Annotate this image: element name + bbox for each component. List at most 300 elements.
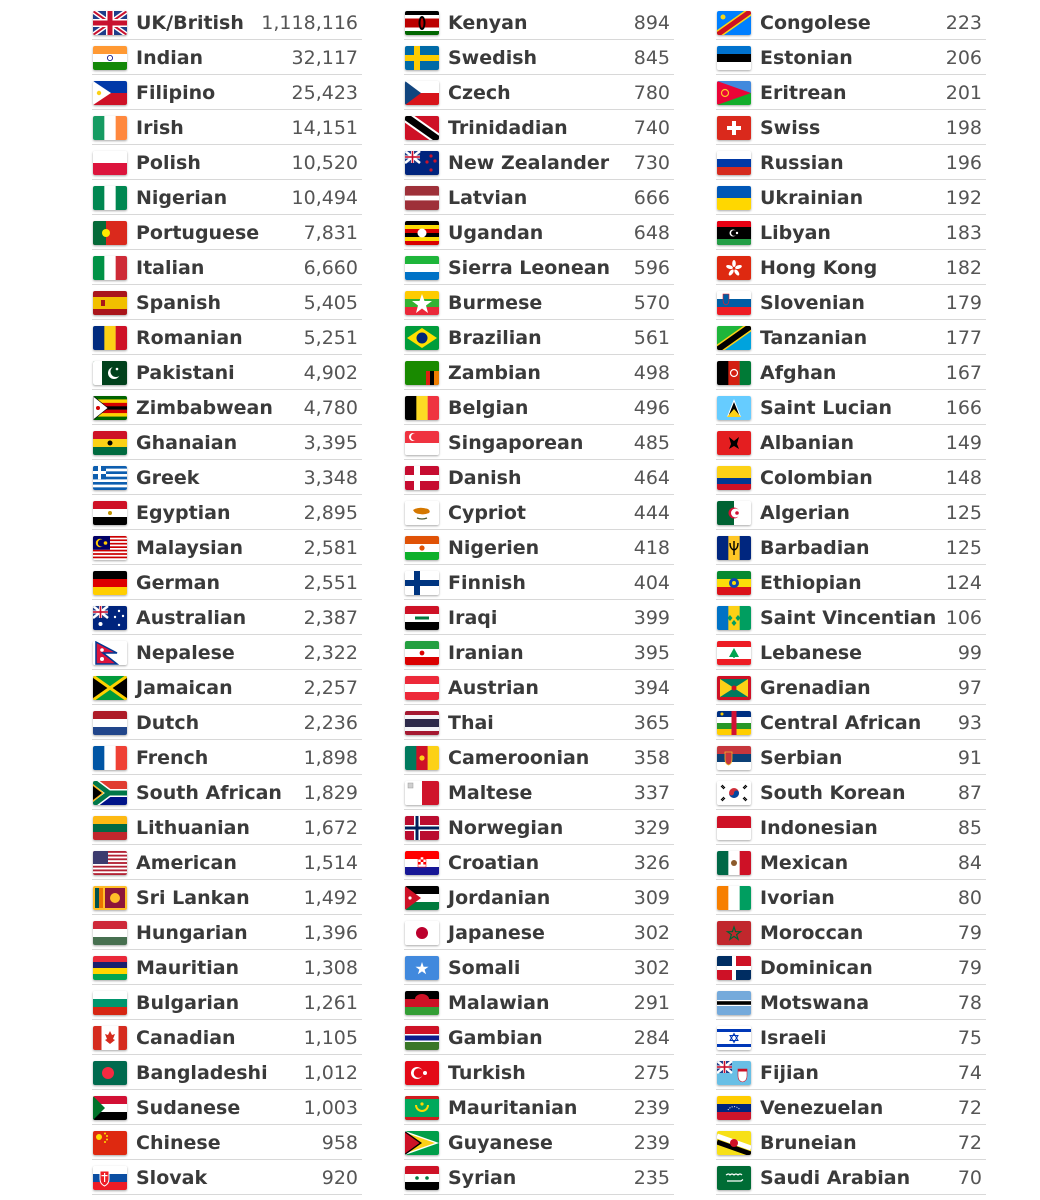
nationality-count: 596 [633,257,670,279]
nationality-count: 4,902 [303,362,358,384]
sri-lanka-flag-icon [93,886,127,910]
nationality-name: Slovak [136,1167,208,1189]
saint-vincent-flag-icon [717,606,751,630]
nationality-count: 894 [633,12,670,34]
nationality-name: Kenyan [448,12,528,34]
spain-flag-icon [93,291,127,315]
gambia-flag-icon [405,1026,439,1050]
nationality-name: Australian [136,607,247,629]
nationality-name: Libyan [760,222,831,244]
nationality-count: 125 [945,537,982,559]
niger-flag-icon [405,536,439,560]
list-item [404,285,674,320]
nationality-count: 93 [957,712,982,734]
list-item [404,810,674,845]
nationality-count: 74 [957,1062,982,1084]
nationality-count: 239 [633,1097,670,1119]
israel-flag-icon [717,1026,751,1050]
nationality-count: 1,672 [303,817,358,839]
nationality-count: 183 [945,222,982,244]
nationality-count: 99 [957,642,982,664]
nationality-name: Egyptian [136,502,231,524]
lithuania-flag-icon [93,816,127,840]
list-item [92,845,362,880]
list-item [92,75,362,110]
nationality-name: Ethiopian [760,572,862,594]
nationality-count: 444 [633,502,670,524]
nationality-column-1 [92,5,362,1195]
list-item [716,110,986,145]
list-item [716,40,986,75]
hungary-flag-icon [93,921,127,945]
bulgaria-flag-icon [93,991,127,1015]
nationality-count: 79 [957,922,982,944]
list-item [92,215,362,250]
usa-flag-icon [93,851,127,875]
nationality-count: 666 [633,187,670,209]
nationality-name: Croatian [448,852,540,874]
nationality-count: 206 [945,47,982,69]
iran-flag-icon [405,641,439,665]
barbados-flag-icon [717,536,751,560]
new-zealand-flag-icon [405,151,439,175]
list-item [404,1160,674,1195]
nationality-count: 394 [633,677,670,699]
colombia-flag-icon [717,466,751,490]
list-item [716,950,986,985]
slovakia-flag-icon [93,1166,127,1190]
nationality-name: Colombian [760,467,873,489]
south-korea-flag-icon [717,781,751,805]
china-flag-icon [93,1131,127,1155]
switzerland-flag-icon [717,116,751,140]
dominican-republic-flag-icon [717,956,751,980]
czechia-flag-icon [405,81,439,105]
nationality-name: Lithuanian [136,817,250,839]
nationality-count: 148 [945,467,982,489]
nationality-count: 1,396 [303,922,358,944]
bangladesh-flag-icon [93,1061,127,1085]
list-item [716,740,986,775]
list-item [92,250,362,285]
nationality-count: 79 [957,957,982,979]
list-item [716,810,986,845]
list-item [716,985,986,1020]
guyana-flag-icon [405,1131,439,1155]
algeria-flag-icon [717,501,751,525]
nationality-name: Singaporean [448,432,584,454]
nationality-name: Greek [136,467,200,489]
list-item [92,670,362,705]
nationality-name: Venezuelan [760,1097,884,1119]
nationality-name: Ghanaian [136,432,238,454]
botswana-flag-icon [717,991,751,1015]
nationality-name: Sri Lankan [136,887,250,909]
nationality-name: Norwegian [448,817,564,839]
list-item [716,880,986,915]
sudan-flag-icon [93,1096,127,1120]
zambia-flag-icon [405,361,439,385]
nationality-count: 358 [633,747,670,769]
nationality-count: 275 [633,1062,670,1084]
nationality-count: 106 [945,607,982,629]
nationality-count: 284 [633,1027,670,1049]
nationality-name: Russian [760,152,844,174]
nationality-name: Iranian [448,642,524,664]
nationality-name: South African [136,782,282,804]
nationality-name: Estonian [760,47,853,69]
list-item [404,565,674,600]
nationality-count: 561 [633,327,670,349]
list-item [92,1160,362,1195]
ethiopia-flag-icon [717,571,751,595]
list-item [404,75,674,110]
nationality-count: 223 [945,12,982,34]
nationality-name: Bulgarian [136,992,240,1014]
nationality-name: Indonesian [760,817,878,839]
nationality-name: Spanish [136,292,221,314]
nationality-count: 91 [957,747,982,769]
nationality-count: 7,831 [303,222,358,244]
list-item [404,5,674,40]
nationality-name: Saudi Arabian [760,1167,911,1189]
nationality-count: 87 [957,782,982,804]
tanzania-flag-icon [717,326,751,350]
list-item [92,355,362,390]
nationality-name: Swiss [760,117,821,139]
nationality-name: Finnish [448,572,526,594]
thailand-flag-icon [405,711,439,735]
list-item [92,1090,362,1125]
nationality-name: Trinidadian [448,117,568,139]
zimbabwe-flag-icon [93,396,127,420]
mauritania-flag-icon [405,1096,439,1120]
trinidad-flag-icon [405,116,439,140]
nationality-count: 125 [945,502,982,524]
list-item [92,600,362,635]
denmark-flag-icon [405,466,439,490]
mauritius-flag-icon [93,956,127,980]
morocco-flag-icon [717,921,751,945]
list-item [716,495,986,530]
somalia-flag-icon [405,956,439,980]
nationality-name: Slovenian [760,292,865,314]
canada-flag-icon [93,1026,127,1050]
nationality-name: Sierra Leonean [448,257,611,279]
list-item [92,880,362,915]
mexico-flag-icon [717,851,751,875]
nationality-name: Cypriot [448,502,526,524]
nationality-name: Austrian [448,677,539,699]
nationality-count: 958 [321,1132,358,1154]
list-item [92,460,362,495]
list-item [404,635,674,670]
nationality-column-2 [404,5,674,1195]
nationality-name: UK/British [136,12,244,34]
croatia-flag-icon [405,851,439,875]
italy-flag-icon [93,256,127,280]
list-item [404,915,674,950]
list-item [404,390,674,425]
list-item [92,145,362,180]
list-item [92,285,362,320]
nationality-count: 648 [633,222,670,244]
list-item [716,1090,986,1125]
nationality-count: 2,581 [303,537,358,559]
uk-flag-icon [93,11,127,35]
philippines-flag-icon [93,81,127,105]
nationality-count: 124 [945,572,982,594]
list-item [716,425,986,460]
nationality-name: Barbadian [760,537,870,559]
list-item [92,110,362,145]
germany-flag-icon [93,571,127,595]
list-item [92,390,362,425]
nationality-name: Portuguese [136,222,260,244]
list-item [716,530,986,565]
nationality-count: 72 [957,1132,982,1154]
nationality-count: 1,012 [303,1062,358,1084]
venezuela-flag-icon [717,1096,751,1120]
malawi-flag-icon [405,991,439,1015]
nationality-count: 845 [633,47,670,69]
list-item [92,5,362,40]
nationality-name: Fijian [760,1062,819,1084]
nationality-count: 32,117 [291,47,358,69]
nationality-name: South Korean [760,782,906,804]
list-item [404,1125,674,1160]
list-item [716,600,986,635]
cameroon-flag-icon [405,746,439,770]
list-item [404,530,674,565]
libya-flag-icon [717,221,751,245]
list-item [716,180,986,215]
nationality-name: Motswana [760,992,870,1014]
singapore-flag-icon [405,431,439,455]
list-item [404,775,674,810]
nationality-name: Cameroonian [448,747,590,769]
list-item [716,460,986,495]
nationality-name: Central African [760,712,922,734]
nationality-name: Mauritian [136,957,240,979]
brunei-flag-icon [717,1131,751,1155]
nationality-name: Italian [136,257,205,279]
list-item [404,40,674,75]
nationality-count: 2,895 [303,502,358,524]
nationality-name: Zimbabwean [136,397,273,419]
nationality-name: Jordanian [448,887,551,909]
list-item [404,600,674,635]
nationality-name: Brazilian [448,327,542,349]
russia-flag-icon [717,151,751,175]
nationality-count: 149 [945,432,982,454]
nationality-count: 1,118,116 [261,12,358,34]
nationality-name: Czech [448,82,511,104]
romania-flag-icon [93,326,127,350]
nationality-count: 920 [321,1167,358,1189]
nationality-count: 10,520 [291,152,358,174]
list-item [92,495,362,530]
nationality-count: 464 [633,467,670,489]
nationality-name: Afghan [760,362,837,384]
finland-flag-icon [405,571,439,595]
austria-flag-icon [405,676,439,700]
list-item [92,530,362,565]
kenya-flag-icon [405,11,439,35]
estonia-flag-icon [717,46,751,70]
nationality-count: 25,423 [291,82,358,104]
australia-flag-icon [93,606,127,630]
nationality-count: 4,780 [303,397,358,419]
list-item [404,845,674,880]
nationality-count: 309 [633,887,670,909]
nationality-name: Belgian [448,397,529,419]
nationality-name: Iraqi [448,607,498,629]
fiji-flag-icon [717,1061,751,1085]
nationality-count: 2,387 [303,607,358,629]
nationality-count: 1,829 [303,782,358,804]
list-item [404,1020,674,1055]
greece-flag-icon [93,466,127,490]
nationality-name: Latvian [448,187,528,209]
nationality-name: Algerian [760,502,850,524]
nationality-count: 85 [957,817,982,839]
list-item [404,1055,674,1090]
list-item [404,355,674,390]
ghana-flag-icon [93,431,127,455]
nationality-count: 166 [945,397,982,419]
nationality-count: 1,308 [303,957,358,979]
nationality-count: 80 [957,887,982,909]
indonesia-flag-icon [717,816,751,840]
nationality-count: 302 [633,922,670,944]
nationality-column-3 [716,5,986,1195]
list-item [404,215,674,250]
nationality-count: 329 [633,817,670,839]
nationality-name: Congolese [760,12,871,34]
list-item [716,635,986,670]
nationality-count: 97 [957,677,982,699]
nationality-count: 167 [945,362,982,384]
list-item [92,915,362,950]
nationality-count: 72 [957,1097,982,1119]
nationality-count: 5,405 [303,292,358,314]
nationality-name: Maltese [448,782,533,804]
list-item [404,180,674,215]
list-item [716,1125,986,1160]
portugal-flag-icon [93,221,127,245]
nationality-count: 404 [633,572,670,594]
nationality-count: 196 [945,152,982,174]
list-item [716,390,986,425]
nationality-name: Thai [448,712,494,734]
eritrea-flag-icon [717,81,751,105]
list-item [404,950,674,985]
nationality-name: Mexican [760,852,849,874]
list-item [92,635,362,670]
list-item [92,740,362,775]
nationality-name: Saint Vincentian [760,607,937,629]
nationality-count: 10,494 [291,187,358,209]
hong-kong-flag-icon [717,256,751,280]
nationality-name: Guyanese [448,1132,553,1154]
nationality-name: Irish [136,117,184,139]
nationality-count: 3,348 [303,467,358,489]
list-item [716,1055,986,1090]
nationality-count: 740 [633,117,670,139]
nationality-count: 235 [633,1167,670,1189]
nationality-name: Canadian [136,1027,236,1049]
nationality-name: Hong Kong [760,257,878,279]
nationality-name: Tanzanian [760,327,868,349]
nationality-count: 70 [957,1167,982,1189]
list-item [716,1160,986,1195]
nationality-name: Chinese [136,1132,221,1154]
nationality-count: 14,151 [291,117,358,139]
nationality-name: Malawian [448,992,550,1014]
myanmar-flag-icon [405,291,439,315]
list-item [716,320,986,355]
nationality-name: New Zealander [448,152,610,174]
nationality-name: Bangladeshi [136,1062,268,1084]
nationality-count: 337 [633,782,670,804]
netherlands-flag-icon [93,711,127,735]
list-item [92,425,362,460]
nationality-name: Japanese [448,922,545,944]
nationality-count: 2,551 [303,572,358,594]
nationality-count: 291 [633,992,670,1014]
jordan-flag-icon [405,886,439,910]
nationality-name: Ivorian [760,887,835,909]
nationality-count: 198 [945,117,982,139]
nationality-name: Serbian [760,747,843,769]
list-item [716,775,986,810]
nigeria-flag-icon [93,186,127,210]
egypt-flag-icon [93,501,127,525]
nationality-count: 179 [945,292,982,314]
nationality-name: Albanian [760,432,855,454]
nationality-count: 78 [957,992,982,1014]
belgium-flag-icon [405,396,439,420]
list-item [716,75,986,110]
nationality-name: Romanian [136,327,243,349]
list-item [716,5,986,40]
nationality-count: 570 [633,292,670,314]
list-item [92,40,362,75]
central-african-republic-flag-icon [717,711,751,735]
nationality-name: Dominican [760,957,873,979]
brazil-flag-icon [405,326,439,350]
list-item [92,810,362,845]
list-item [92,985,362,1020]
nationality-name: Saint Lucian [760,397,892,419]
sweden-flag-icon [405,46,439,70]
nationality-name: American [136,852,237,874]
nationality-count: 192 [945,187,982,209]
list-item [716,355,986,390]
nationality-name: Israeli [760,1027,827,1049]
ivory-coast-flag-icon [717,886,751,910]
nationality-count: 6,660 [303,257,358,279]
serbia-flag-icon [717,746,751,770]
nationality-count: 326 [633,852,670,874]
nationality-name: Nigerian [136,187,228,209]
ukraine-flag-icon [717,186,751,210]
lebanon-flag-icon [717,641,751,665]
afghanistan-flag-icon [717,361,751,385]
list-item [92,565,362,600]
nationality-count: 1,261 [303,992,358,1014]
